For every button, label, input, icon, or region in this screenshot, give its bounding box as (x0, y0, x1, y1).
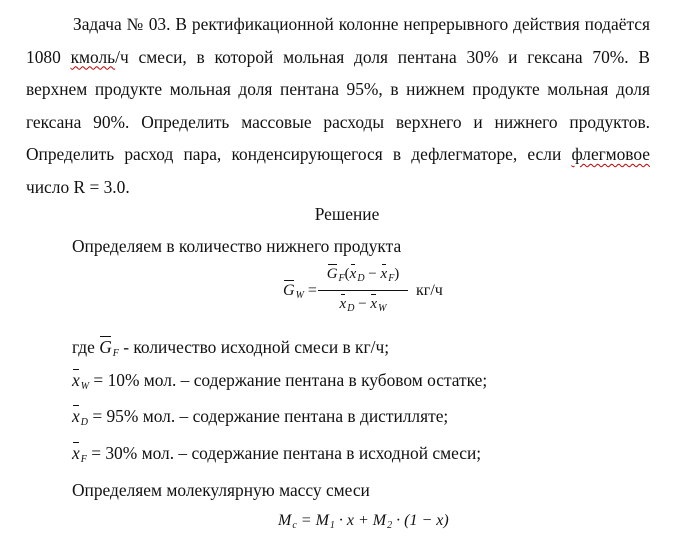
task-title: Задача № 03. (73, 14, 171, 34)
formula-gw-lhs: $G_W$ = (283, 282, 317, 301)
spellcheck-word[interactable]: флегмовое (571, 144, 650, 164)
formula-gw-denominator: $x_D - x_W$ (339, 296, 387, 314)
def-xw: $x_W = 10\%$ мол. – содержание пентана в кубовом остатке; (72, 370, 488, 392)
spellcheck-unit[interactable]: кмоль (70, 46, 116, 67)
step2-text: Определяем молекулярную массу смеси (72, 480, 370, 500)
task-text-part-a: В ректификационной колонне непрерывного действия подаётся 1080 (26, 14, 650, 67)
solution-heading: Решение (314, 204, 380, 224)
formula-gw-numerator: $G_F(x_D - x_F)$ (326, 266, 400, 284)
task-text-part-c: число R = 3.0. (26, 176, 130, 197)
def-xd: $x_D = 95\%$ мол. – содержание пентана в дистилляте; (72, 406, 449, 428)
fraction-bar (318, 290, 408, 291)
task-text-part-b: /ч смеси, в которой мольная доля пентана 30% и гексана 70%. В верхнем продукте мольная доля пентана 95%, в нижнем продукте мольная доля гексана 90%. Определить массовые расходы верхнего и нижнего продуктов. Определить расход пара, конденсирующегося в дефлегматоре, если (26, 46, 650, 164)
where-line: где $G_F$ - количество исходной смеси в кг/ч; (72, 337, 390, 359)
formula-gw-unit: кг/ч (416, 282, 443, 299)
formula-mc: $M_c = M_1 \cdot x + M_2 \cdot (1 - x)$ (278, 512, 449, 531)
def-xf: $x_F = 30\%$ мол. – содержание пентана в исходной смеси; (72, 443, 482, 465)
task-paragraph (26, 8, 650, 203)
step1-text: Определяем в количество нижнего продукта (72, 236, 402, 256)
